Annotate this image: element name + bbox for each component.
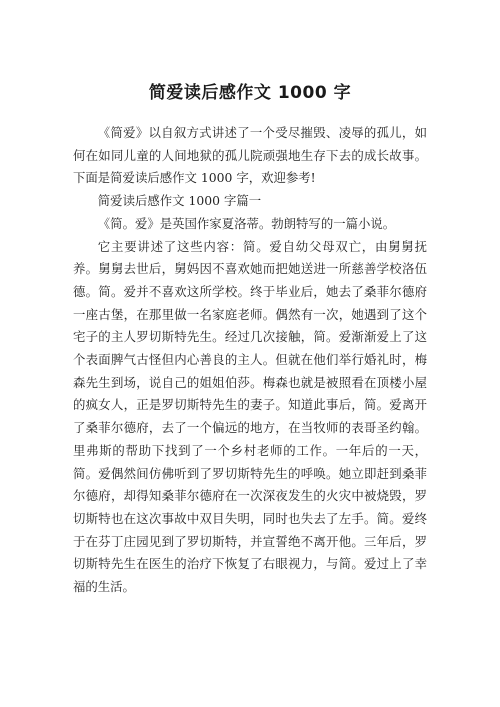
book-intro-paragraph: 《简。爱》是英国作家夏洛蒂。勃朗特写的一篇小说。 <box>97 215 396 231</box>
document-body <box>73 122 427 599</box>
intro-paragraph: 《简爱》以自叙方式讲述了一个受尽摧毁、凌辱的孤儿，如何在如同儿童的人间地狱的孤儿院顽强地生存下去的成长故事。下面是简爱读后感作文 1000 字，欢迎参考! <box>73 125 427 186</box>
section-heading: 简爱读后感作文 1000 字篇一 <box>97 193 262 209</box>
document-title: 简爱读后感作文 1000 字 <box>148 83 352 103</box>
plot-summary-paragraph: 它主要讲述了这些内容：简。爱自幼父母双亡，由舅舅抚养。舅舅去世后，舅妈因不喜欢她而把她送进一所慈善学校洛伍德。简。爱并不喜欢这所学校。终于毕业后，她去了桑菲尔德府一座古堡，在那里做一名家庭老师。偶然有一次，她遇到了这个宅子的主人罗切斯特先生。经过几次接触，简。爱渐渐爱上了这个表面脾气古怪但内心善良的主人。但就在他们举行婚礼时，梅森先生到场，说自己的姐姐伯莎。梅森也就是被照看在顶楼小屋的疯女人，正是罗切斯特先生的妻子。知道此事后，简。爱离开了桑菲尔德府，去了一个偏远的地方，在当牧师的表哥圣约翰。里弗斯的帮助下找到了一个乡村老师的工作。一年后的一天，简。爱偶然间仿佛听到了罗切斯特先生的呼唤。她立即赶到桑菲尔德府，却得知桑菲尔德府在一次深夜发生的火灾中被烧毁，罗切斯特也在这次事故中双目失明，同时也失去了左手。简。爱终于在芬丁庄园见到了罗切斯特，并宣誓绝不离开他。三年后，罗切斯特先生在医生的治疗下恢复了右眼视力，与简。爱过上了幸福的生活。 <box>73 238 427 595</box>
